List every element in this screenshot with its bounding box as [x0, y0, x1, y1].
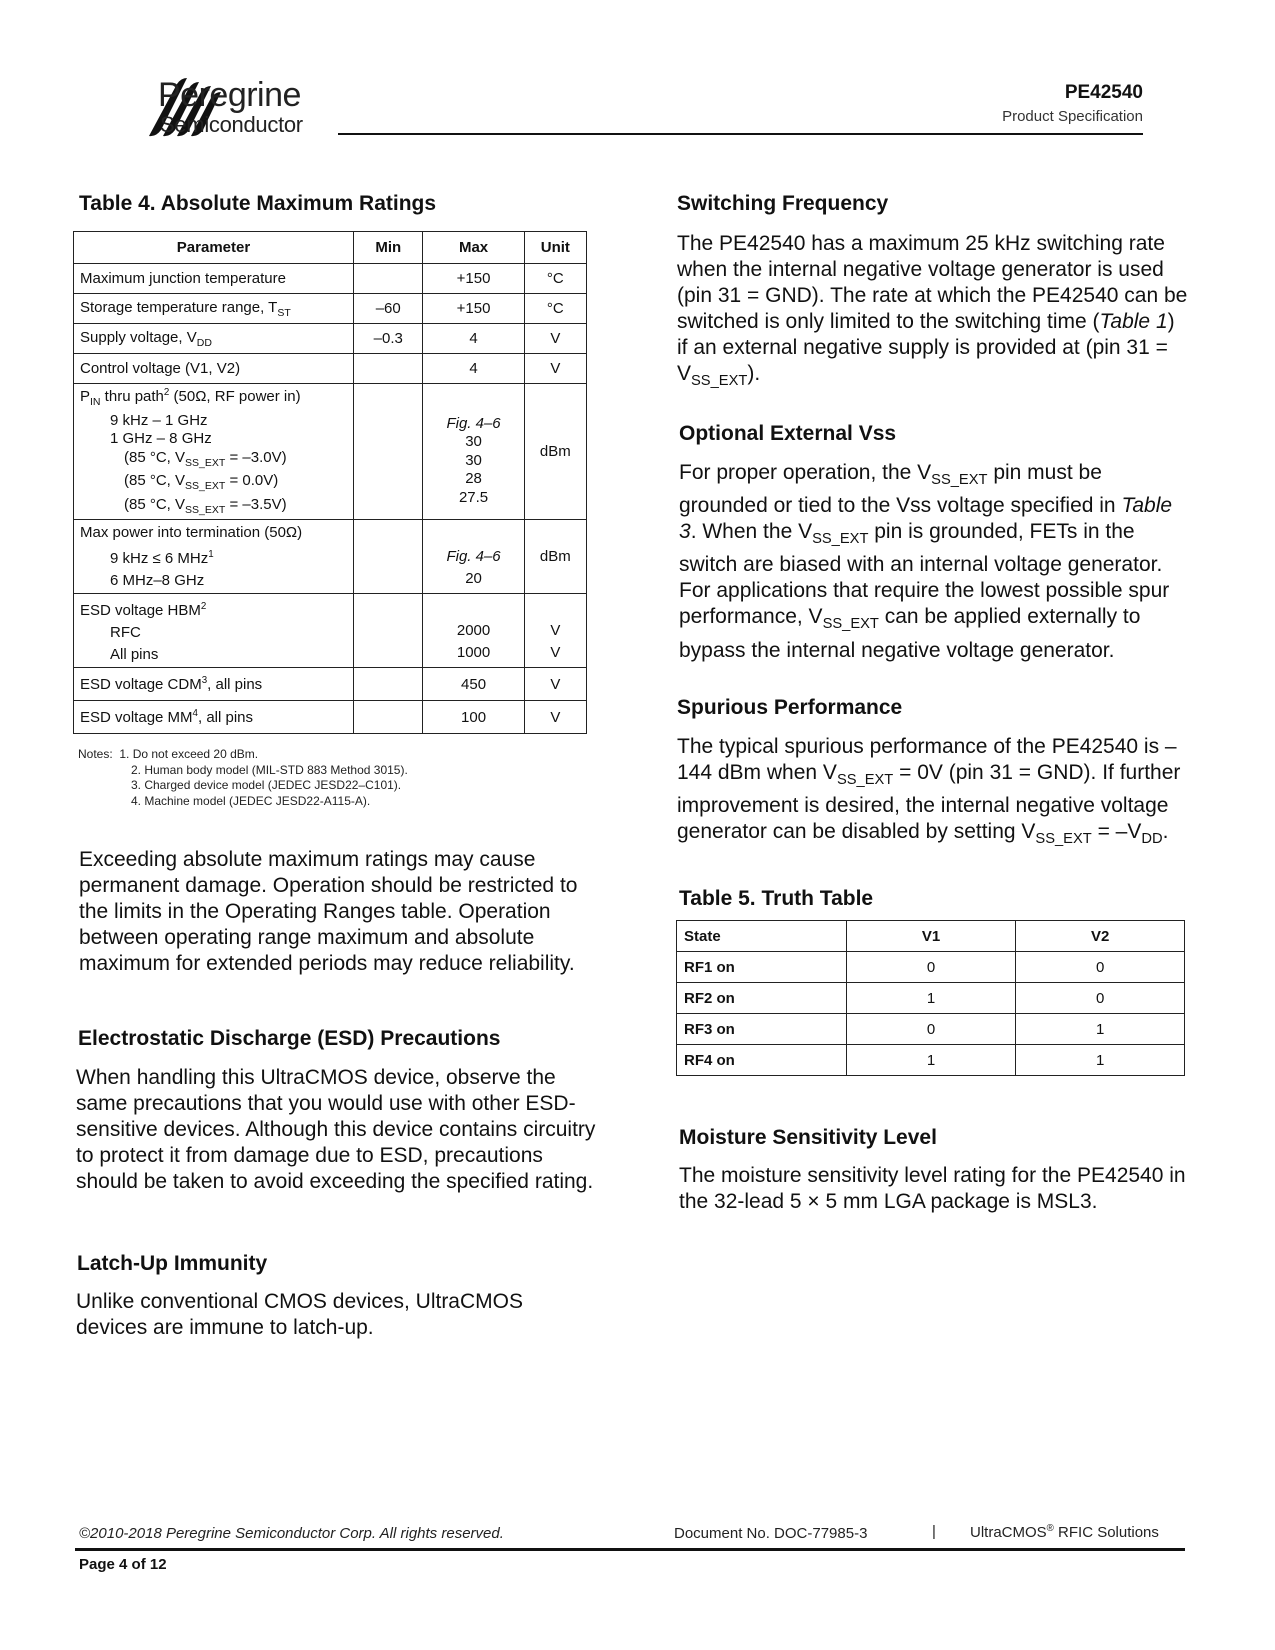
cell-min — [354, 264, 423, 294]
cell-max: 450 — [423, 668, 524, 701]
cell-param: ESD voltage $MM^4$, all pins — [74, 701, 354, 734]
table-row — [677, 952, 1185, 983]
cell-unit: V — [524, 701, 586, 734]
cell-max: +150 — [423, 294, 524, 324]
cell-max: 100 — [423, 701, 524, 734]
copyright: ©2010-2018 Peregrine Semiconductor Corp. All rights reserved. — [79, 1525, 504, 1542]
part-number: PE42540 — [1064, 82, 1143, 103]
table-row — [74, 294, 587, 324]
table-row — [74, 264, 587, 294]
latchup-title: Latch-Up Immunity — [77, 1252, 268, 1275]
cell-param: ESD voltage HBM$^2$ RFC All pins — [74, 594, 354, 668]
cell-min: –0.3 — [354, 324, 423, 354]
cell-max: 4 — [423, 354, 524, 384]
cell-v2: 1 — [1016, 1014, 1185, 1045]
footer-brand: UltraCMOS® RFIC Solutions — [970, 1523, 1159, 1541]
cell-param: Maximum junction temperature — [74, 264, 354, 294]
cell-param: Control voltage (V1, V2) — [74, 354, 354, 384]
col-max: Max — [423, 232, 524, 264]
esd-paragraph: When handling this UltraCMOS device, observe the same precautions that you would use with other ESD-sensitive devices. Although this device contains circuitry to protect it from damage due to ESD, precautions should be taken to avoid exceeding the specified rating. — [76, 1066, 596, 1193]
page-number: Page 4 of 12 — [79, 1556, 167, 1573]
cell-state: RF1 on — [677, 952, 847, 983]
absolute-max-ratings-table — [73, 231, 587, 734]
cell-min — [354, 701, 423, 734]
spurious-title: Spurious Performance — [677, 696, 903, 719]
table-row — [74, 594, 587, 668]
cell-min: –60 — [354, 294, 423, 324]
cell-max: 4 — [423, 324, 524, 354]
table5-title: Table 5. Truth Table — [679, 887, 874, 910]
table-row — [74, 668, 587, 701]
col-unit: Unit — [524, 232, 586, 264]
footer-separator: | — [932, 1523, 936, 1540]
cell-unit: dBm — [524, 384, 586, 520]
abs-max-paragraph: Exceeding absolute maximum ratings may cause permanent damage. Operation should be restricted to the limits in the Operating Ranges table. Operation between operating range maximum and absolute maximum for extended periods may reduce reliability. — [79, 848, 578, 975]
cell-v1: 0 — [846, 1014, 1016, 1045]
spurious-paragraph: The typical spurious performance of the PE42540 is –144 dBm when $V_{SS\_EXT} = 0V$ (pin 31 = GND). If further improvement is desired, the internal negative voltage generator can be disabled by setting $V_{SS\_EXT} = -V_{DD}$. — [677, 735, 1181, 848]
cell-max: +150 — [423, 264, 524, 294]
table-row — [74, 384, 587, 520]
logo-subtitle: Semiconductor — [160, 112, 303, 137]
table-row — [74, 520, 587, 594]
table-row — [677, 983, 1185, 1014]
cell-state: RF4 on — [677, 1045, 847, 1076]
cell-unit: V V — [524, 594, 586, 668]
cell-max: Fig. 4–6 30 30 28 27.5 — [423, 384, 524, 520]
table4-title: Table 4. Absolute Maximum Ratings — [79, 192, 437, 215]
cell-param: ESD voltage CDM$^3$, all pins — [74, 668, 354, 701]
cell-param: Storage temperature range, $T_{ST}$ — [74, 294, 354, 324]
col-parameter: Parameter — [74, 232, 354, 264]
cell-v1: 0 — [846, 952, 1016, 983]
cell-v2: 1 — [1016, 1045, 1185, 1076]
col-v2: V2 — [1016, 921, 1185, 952]
table-header-row — [74, 232, 587, 264]
msl-paragraph: The moisture sensitivity level rating for the PE42540 in the 32-lead 5 × 5 mm LGA package is MSL3. — [679, 1164, 1186, 1213]
table-row — [74, 324, 587, 354]
cell-state: RF2 on — [677, 983, 847, 1014]
table-row — [677, 1045, 1185, 1076]
cell-min — [354, 384, 423, 520]
cell-min — [354, 354, 423, 384]
cell-unit: dBm — [524, 520, 586, 594]
footer-rule — [75, 1548, 1185, 1551]
table-row — [677, 1014, 1185, 1045]
cell-param: Supply voltage, $V_{DD}$ — [74, 324, 354, 354]
optional-vss-title: Optional External Vss — [679, 422, 897, 445]
cell-unit: V — [524, 354, 586, 384]
cell-unit: V — [524, 668, 586, 701]
table4-notes: Notes: 1. Do not exceed 20 dBm. 2. Human body model (MIL-STD 883 Method 3015). 3. Charged device model (JEDEC JESD22–C101). 4. Machine model (JEDEC JESD22-A115-A). — [78, 747, 408, 808]
cell-v1: 1 — [846, 1045, 1016, 1076]
document-number: Document No. DOC-77985-3 — [674, 1525, 868, 1542]
logo-name: Peregrine — [158, 76, 301, 114]
latchup-paragraph: Unlike conventional CMOS devices, UltraCMOS devices are immune to latch-up. — [76, 1290, 523, 1339]
cell-unit: °C — [524, 294, 586, 324]
cell-max: Fig. 4–6 20 — [423, 520, 524, 594]
table-header-row — [677, 921, 1185, 952]
switching-frequency-paragraph: The PE42540 has a maximum 25 kHz switching rate when the internal negative voltage generator is used (pin 31 = GND). The rate at which the PE42540 can be switched is only limited to the switching time (Table 1) if an external negative supply is provided at (pin $31 = V_{SS\_EXT}$). — [677, 232, 1188, 390]
cell-unit: °C — [524, 264, 586, 294]
optional-vss-paragraph: For proper operation, the $V_{SS\_EXT}$ pin must be grounded or tied to the Vss voltage specified in Table 3. When the $V_{SS\_EXT}$ pin is grounded, FETs in the switch are biased with an internal voltage generator. For applications that require the lowest possible spur performance, $V_{SS\_EXT}$ can be applied externally to bypass the internal negative voltage generator. — [679, 461, 1173, 662]
cell-min — [354, 520, 423, 594]
cell-max: 2000 1000 — [423, 594, 524, 668]
switching-frequency-title: Switching Frequency — [677, 192, 889, 215]
cell-unit: V — [524, 324, 586, 354]
cell-v2: 0 — [1016, 983, 1185, 1014]
truth-table — [676, 920, 1185, 1076]
table-row — [74, 354, 587, 384]
header-rule — [338, 133, 1143, 135]
esd-title: Electrostatic Discharge (ESD) Precautions — [78, 1027, 501, 1050]
col-v1: V1 — [846, 921, 1016, 952]
doc-type: Product Specification — [1002, 108, 1143, 125]
cell-state: RF3 on — [677, 1014, 847, 1045]
col-min: Min — [354, 232, 423, 264]
cell-param: Max power into termination (50Ω) 9 kHz ≤ 6 MHz$^1$ 6 MHz–8 GHz — [74, 520, 354, 594]
table-row — [74, 701, 587, 734]
msl-title: Moisture Sensitivity Level — [679, 1126, 937, 1149]
cell-min — [354, 594, 423, 668]
cell-v2: 0 — [1016, 952, 1185, 983]
cell-v1: 1 — [846, 983, 1016, 1014]
cell-param: $P_{IN}$ thru path$^2$ (50Ω, RF power in) 9 kHz – 1 GHz 1 GHz – 8 GHz (85 °C, $V_{SS\_EXT} = -3.0V$) (85 °C, $V_{SS\_EXT} = 0.0V$) (85 °C, $V_{SS\_EXT} = -3.5V$) — [74, 384, 354, 520]
cell-min — [354, 668, 423, 701]
col-state: State — [677, 921, 847, 952]
